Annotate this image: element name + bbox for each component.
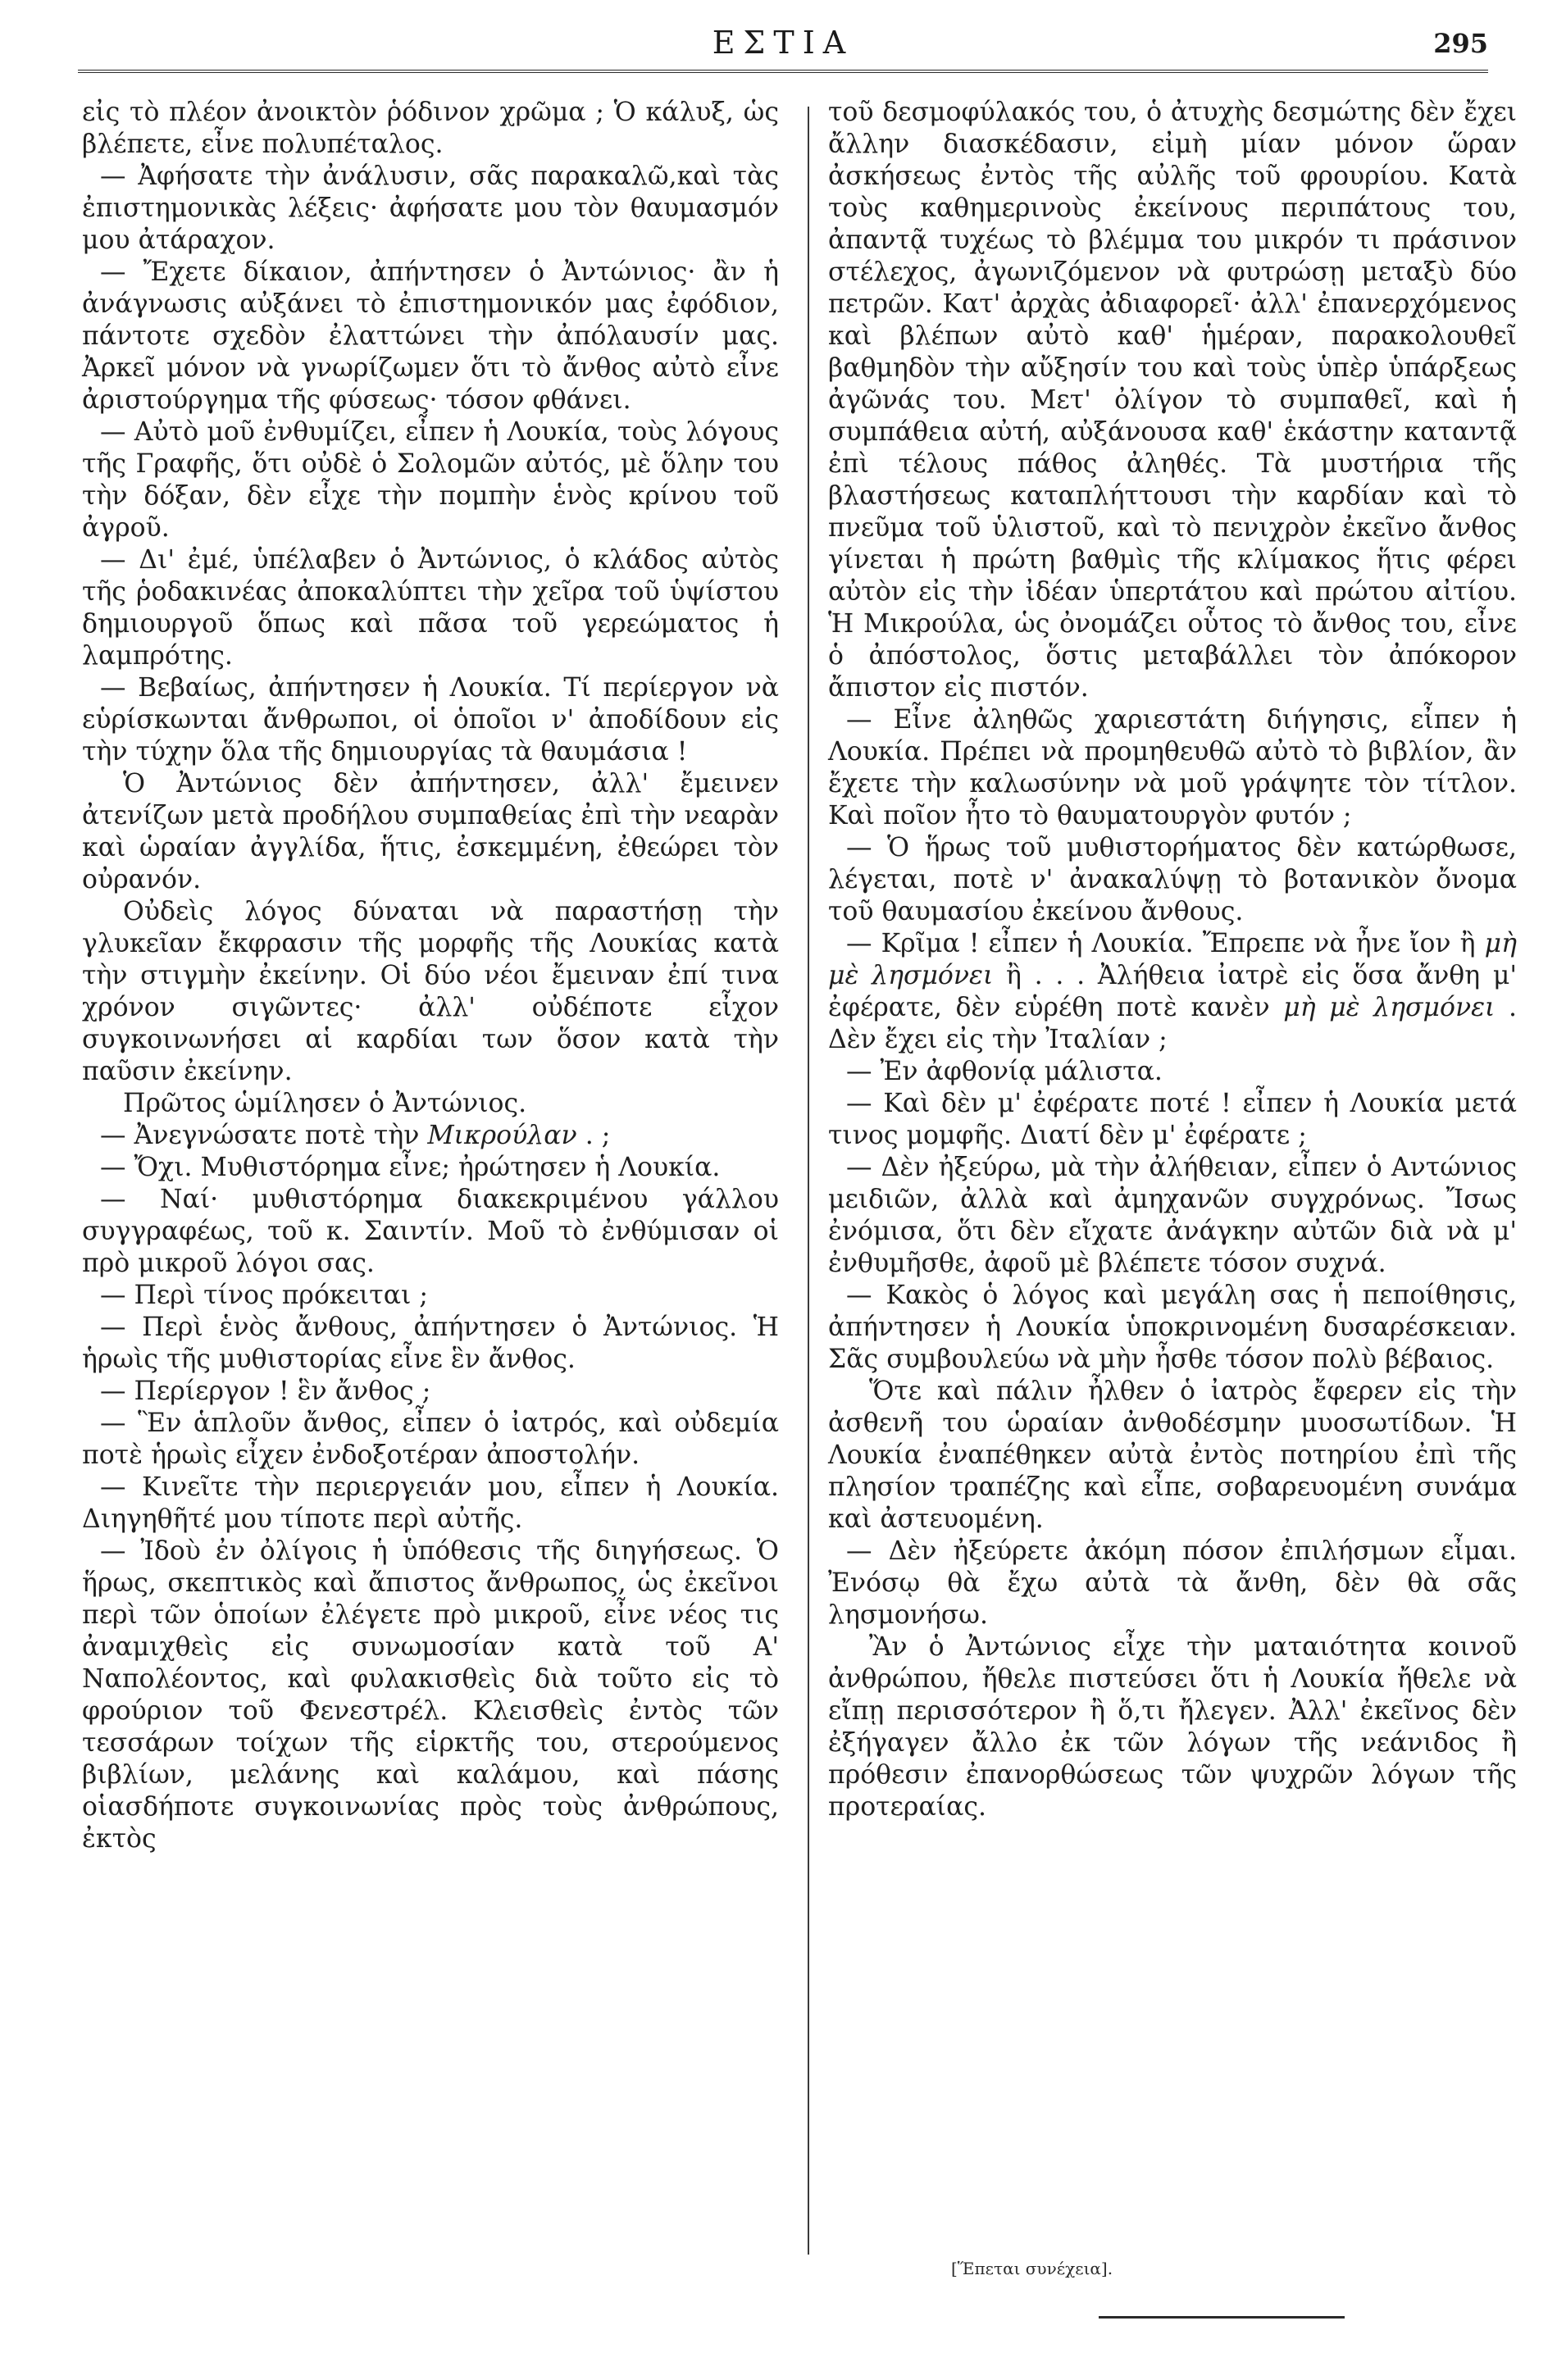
paragraph-text: — Ἓν ἁπλοῦν ἄνθος, εἶπεν ὁ ἰατρός, καὶ οὐδεμία ποτὲ ἡρωὶς εἶχεν ἐνδοξοτέραν ἀποστολήν. [82, 1408, 779, 1470]
paragraph-text: — Δὲν ἠξεύρω, μὰ τὴν ἀλήθειαν, εἶπεν ὁ Αντώνιος μειδιῶν, ἀλλὰ καὶ ἀμηχανῶν συγχρόνως. Ἴσως ἐνόμισα, ὅτι δὲν εἴχατε ἀνάγκην αὐτῶν διὰ νὰ μ' ἐνθυμῆσθε, ἀφοῦ μὲ βλέπετε τόσον συχνά. [828, 1153, 1517, 1278]
paragraph-text: — Ναί· μυθιστόρημα διακεκριμένου γάλλου συγγραφέως, τοῦ κ. Σαιντίν. Μοῦ τὸ ἐνθύμισαν οἱ πρὸ μικροῦ λόγοι σας. [82, 1185, 779, 1278]
paragraph [82, 97, 779, 161]
paragraph-text: — Κακὸς ὁ λόγος καὶ μεγάλη σας ἡ πεποίθησις, ἀπήντησεν ἡ Λουκία ὑποκρινομένη δυσαρέσκειαν. Σᾶς συμβουλεύω νὰ μὴν ἦσθε τόσον πολὺ βέβαιος. [828, 1281, 1517, 1374]
paragraph-text: εἰς τὸ πλέον ἀνοικτὸν ῥόδινον χρῶμα ; Ὁ κάλυξ, ὡς βλέπετε, εἶνε πολυπέταλος. [82, 98, 779, 159]
paragraph-text: — Ἐν ἀφθονίᾳ μάλιστα. [846, 1057, 1163, 1086]
paragraph-text: — Δὲν ἠξεύρετε ἀκόμη πόσον ἐπιλήσμων εἶμαι. Ἐνόσῳ θὰ ἔχω αὐτὰ τὰ ἄνθη, δὲν θὰ σᾶς λησμονήσω. [828, 1536, 1517, 1630]
paragraph-text: — Περὶ ἑνὸς ἄνθους, ἀπήντησεν ὁ Ἀντώνιος. Ἡ ἡρωὶς τῆς μυθιστορίας εἶνε ἓν ἄνθος. [82, 1313, 779, 1374]
paragraph-text: — Κρῖμα ! εἶπεν ἡ Λουκία. Ἔπρεπε νὰ ἦνε ἴον ἢ [846, 929, 1476, 958]
paragraph [82, 1376, 779, 1408]
paragraph-text: Πρῶτος ὡμίλησεν ὁ Ἀντώνιος. [123, 1089, 527, 1118]
paragraph [828, 704, 1517, 832]
paragraph [82, 896, 779, 1088]
paragraph [82, 1472, 779, 1536]
column-divider [808, 107, 809, 2255]
italic-title: μὴ μὲ λησμόνει [1283, 993, 1496, 1022]
paragraph-text: — Εἶνε ἀληθῶς χαριεστάτη διήγησις, εἶπεν ἡ Λουκία. Πρέπει νὰ προμηθευθῶ αὐτὸ τὸ βιβλίον, ἂν ἔχετε τὴν καλωσύνην νὰ μοῦ γράψητε τὸν τίτλον. Καὶ ποῖον ἦτο τὸ θαυματουργὸν φυτόν ; [828, 705, 1517, 830]
paragraph [82, 672, 779, 768]
paragraph-text: Οὐδεὶς λόγος δύναται νὰ παραστήσῃ τὴν γλυκεῖαν ἔκφρασιν τῆς μορφῆς τῆς Λουκίας κατὰ τὴν στιγμὴν ἐκείνην. Οἱ δύο νέοι ἔμειναν ἐπί τινα χρόνον σιγῶντες· ἀλλ' οὐδέποτε εἶχον συγκοινωνήσει αἱ καρδίαι των ὅσον κατὰ τὴν παῦσιν ἐκείνην. [82, 897, 779, 1086]
paragraph-text: — Δι' ἐμέ, ὑπέλαβεν ὁ Ἀντώνιος, ὁ κλάδος αὐτὸς τῆς ῥοδακινέας ἀποκαλύπτει τὴν χεῖρα τοῦ ὑψίστου δημιουργοῦ ὅπως καὶ πᾶσα τοῦ γερεώματος ἡ λαμπρότης. [82, 545, 779, 671]
paragraph [82, 1312, 779, 1376]
paragraph-text: — Περὶ τίνος πρόκειται ; [100, 1281, 428, 1310]
paragraph [82, 1120, 779, 1152]
paragraph [82, 1152, 779, 1184]
paragraph-text: τοῦ δεσμοφύλακός του, ὁ ἀτυχὴς δεσμώτης δὲν ἔχει ἄλλην διασκέδασιν, εἰμὴ μίαν μόνον ὥραν ἀσκήσεως ἐντὸς τῆς αὐλῆς τοῦ φρουρίου. Κατὰ τοὺς καθημερινοὺς ἐκείνους περιπάτους του, ἀπαντᾷ τυχέως τὸ βλέμμα του μικρόν τι πράσινον στέλεχος, ἀγωνιζόμενον νὰ φυτρώσῃ μεταξὺ δύο πετρῶν. Κατ' ἀρχὰς ἀδιαφορεῖ· ἀλλ' ἐπανερχόμενος καὶ βλέπων αὐτὸ καθ' ἡμέραν, παρακολουθεῖ βαθμηδὸν τὴν αὔξησίν του καὶ τοὺς ὑπὲρ ὑπάρξεως ἀγῶνάς του. Μετ' ὀλίγον τὸ συμπαθεῖ, καὶ ἡ συμπάθεια αὐτή, αὐξάνουσα καθ' ἑκάστην καταντᾷ ἐπὶ τέλους πάθος ἀληθές. Τὰ μυστήρια τῆς βλαστήσεως καταπλήττουσι τὴν καρδίαν καὶ τὸ πνεῦμα τοῦ ὑλιστοῦ, καὶ τὸ πενιχρὸν ἐκεῖνο ἄνθος γίνεται ἡ πρώτη βαθμὶς τῆς κλίμακος ἥτις φέρει αὐτὸν εἰς τὴν ἰδέαν ὑπερτάτου καὶ πρώτου αἰτίου. Ἡ Μικρούλα, ὡς ὀνομάζει οὗτος τὸ ἄνθος του, εἶνε ὁ ἀπόστολος, ὅστις μεταβάλλει τὸν ἀπόκορον ἄπιστον εἰς πιστόν. [828, 98, 1517, 703]
paragraph-text: . Δὲν ἔχει εἰς τὴν Ἰταλίαν ; [828, 993, 1518, 1054]
page-header [78, 18, 1488, 75]
paragraph [828, 832, 1517, 928]
paragraph [82, 416, 779, 544]
paragraph [82, 1408, 779, 1472]
paragraph [82, 544, 779, 672]
italic-title: μὴ μὲ λησμόνει [828, 929, 1517, 990]
paragraph-text: — Αὐτὸ μοῦ ἐνθυμίζει, εἶπεν ἡ Λουκία, τοὺς λόγους τῆς Γραφῆς, ὅτι οὐδὲ ὁ Σολομῶν αὐτός, μὲ ὅλην του τὴν δόξαν, δὲν εἶχε τὴν πομπὴν ἑνὸς κρίνου τοῦ ἀγροῦ. [82, 417, 779, 543]
italic-title: Μικρούλαν [427, 1121, 577, 1150]
paragraph-text: Ὁ Ἀντώνιος δὲν ἀπήντησεν, ἀλλ' ἔμεινεν ἀτενίζων μετὰ προδήλου συμπαθείας ἐπὶ τὴν νεαρὰν καὶ ὡραίαν ἀγγλίδα, ἥτις, ἐσκεμμένη, ἐθεώρει τὸν οὐρανόν. [82, 769, 779, 894]
paragraph [82, 1280, 779, 1312]
paragraph [828, 1152, 1517, 1280]
paragraph-text: — Ἰδοὺ ἐν ὀλίγοις ἡ ὑπόθεσις τῆς διηγήσεως. Ὁ ἥρως, σκεπτικὸς καὶ ἄπιστος ἄνθρωπος, ὡς ἐκεῖνοι περὶ τῶν ὁποίων ἐλέγετε πρὸ μικροῦ, εἶνε νέος τις ἀναμιχθεὶς εἰς συνωμοσίαν κατὰ τοῦ Α' Ναπολέοντος, καὶ φυλακισθεὶς διὰ τοῦτο εἰς τὸ φρούριον τοῦ Φενεστρέλ. Κλεισθεὶς ἐντὸς τῶν τεσσάρων τοίχων τῆς εἱρκτῆς του, στερούμενος βιβλίων, μελάνης καὶ καλάμου, καὶ πάσης οἱασδήποτε συγκοινωνίας πρὸς τοὺς ἀνθρώπους, ἐκτὸς [82, 1536, 779, 1854]
paragraph [828, 1536, 1517, 1631]
paragraph-text: — Ὁ ἥρως τοῦ μυθιστορήματος δὲν κατώρθωσε, λέγεται, ποτὲ ν' ἀνακαλύψῃ τὸ βοτανικὸν ὄνομα τοῦ θαυμασίου ἐκείνου ἄνθους. [828, 833, 1517, 926]
paragraph [828, 928, 1517, 1056]
paragraph-text: Ἂν ὁ Ἀντώνιος εἶχε τὴν ματαιότητα κοινοῦ ἀνθρώπου, ἤθελε πιστεύσει ὅτι ἡ Λουκία ἤθελε νὰ εἴπῃ περισσότερον ἢ ὅ,τι ἤλεγεν. Ἀλλ' ἐκεῖνος δὲν ἐξήγαγεν ἄλλο ἐκ τῶν λόγων τῆς νεάνιδος ἢ πρόθεσιν ἐπανορθώσεως τῶν ψυχρῶν λόγων τῆς προτεραίας. [828, 1632, 1517, 1822]
paragraph [828, 97, 1517, 704]
paragraph-text: — Ἀφήσατε τὴν ἀνάλυσιν, σᾶς παρακαλῶ,καὶ τὰς ἐπιστημονικὰς λέξεις· ἀφήσατε μου τὸν θαυμασμόν μου ἀτάραχον. [82, 162, 779, 255]
page-number: 295 [1433, 28, 1488, 59]
paragraph-text: ἢ . . . Ἀλήθεια ἰατρὲ εἰς ὅσα ἄνθη μ' ἐφέρατε, δὲν εὑρέθη ποτὲ κανὲν [828, 961, 1517, 1022]
running-title: ΕΣΤΙΑ [712, 25, 854, 61]
paragraph [828, 1056, 1517, 1088]
paragraph-text: — Ἔχετε δίκαιον, ἀπήντησεν ὁ Ἀντώνιος· ἂν ἡ ἀνάγνωσις αὐξάνει τὸ ἐπιστημονικόν μας ἐφόδιον, πάντοτε σχεδὸν ἐλαττώνει τὴν ἀπόλαυσίν μας. Ἀρκεῖ μόνον νὰ γνωρίζωμεν ὅτι τὸ ἄνθος αὐτὸ εἶνε ἀριστούργημα τῆς φύσεως· τόσον φθάνει. [82, 257, 779, 415]
paragraph [82, 161, 779, 257]
continuation-note: [Ἕπεται συνέχεια]. [951, 2259, 1113, 2278]
paragraph-text: — Καὶ δὲν μ' ἐφέρατε ποτέ ! εἶπεν ἡ Λουκία μετά τινος μομφῆς. Διατί δὲν μ' ἐφέρατε ; [828, 1089, 1517, 1150]
paragraph-text: — Ὄχι. Μυθιστόρημα εἶνε; ἠρώτησεν ἡ Λουκία. [100, 1153, 721, 1182]
paragraph [82, 1088, 779, 1120]
header-rule [78, 70, 1488, 75]
paragraph [82, 1184, 779, 1280]
paragraph-text: — Κινεῖτε τὴν περιεργειάν μου, εἶπεν ἡ Λουκία. Διηγηθῆτέ μου τίποτε περὶ αὐτῆς. [82, 1472, 779, 1534]
right-column [828, 97, 1517, 1823]
paragraph [828, 1280, 1517, 1376]
paragraph [82, 768, 779, 896]
paragraph [82, 257, 779, 416]
left-column [82, 97, 779, 1855]
paragraph [828, 1088, 1517, 1152]
paragraph-text: — Βεβαίως, ἀπήντησεν ἡ Λουκία. Τί περίεργον νὰ εὑρίσκωνται ἄνθρωποι, οἱ ὁποῖοι ν' ἀποδίδουν εἰς τὴν τύχην ὅλα τῆς δημιουργίας τὰ θαυμάσια ! [82, 673, 779, 767]
paragraph [82, 1536, 779, 1855]
paragraph-text: — Ἀνεγνώσατε ποτὲ τὴν [100, 1121, 420, 1150]
paragraph [828, 1376, 1517, 1536]
paragraph-text: . ; [585, 1121, 611, 1150]
paragraph-text: — Περίεργον ! ἓν ἄνθος ; [100, 1377, 431, 1406]
paragraph [828, 1631, 1517, 1823]
end-rule [1099, 2316, 1345, 2319]
paragraph-text: Ὅτε καὶ πάλιν ἦλθεν ὁ ἰατρὸς ἔφερεν εἰς τὴν ἀσθενῆ του ὡραίαν ἀνθοδέσμην μυοσωτίδων. Ἡ Λουκία ἐναπέθηκεν αὐτὰ ἐντὸς ποτηρίου ἐπὶ τῆς πλησίον τραπέζης καὶ εἶπε, σοβαρευομένη συνάμα καὶ ἀστευομένη. [828, 1377, 1517, 1534]
